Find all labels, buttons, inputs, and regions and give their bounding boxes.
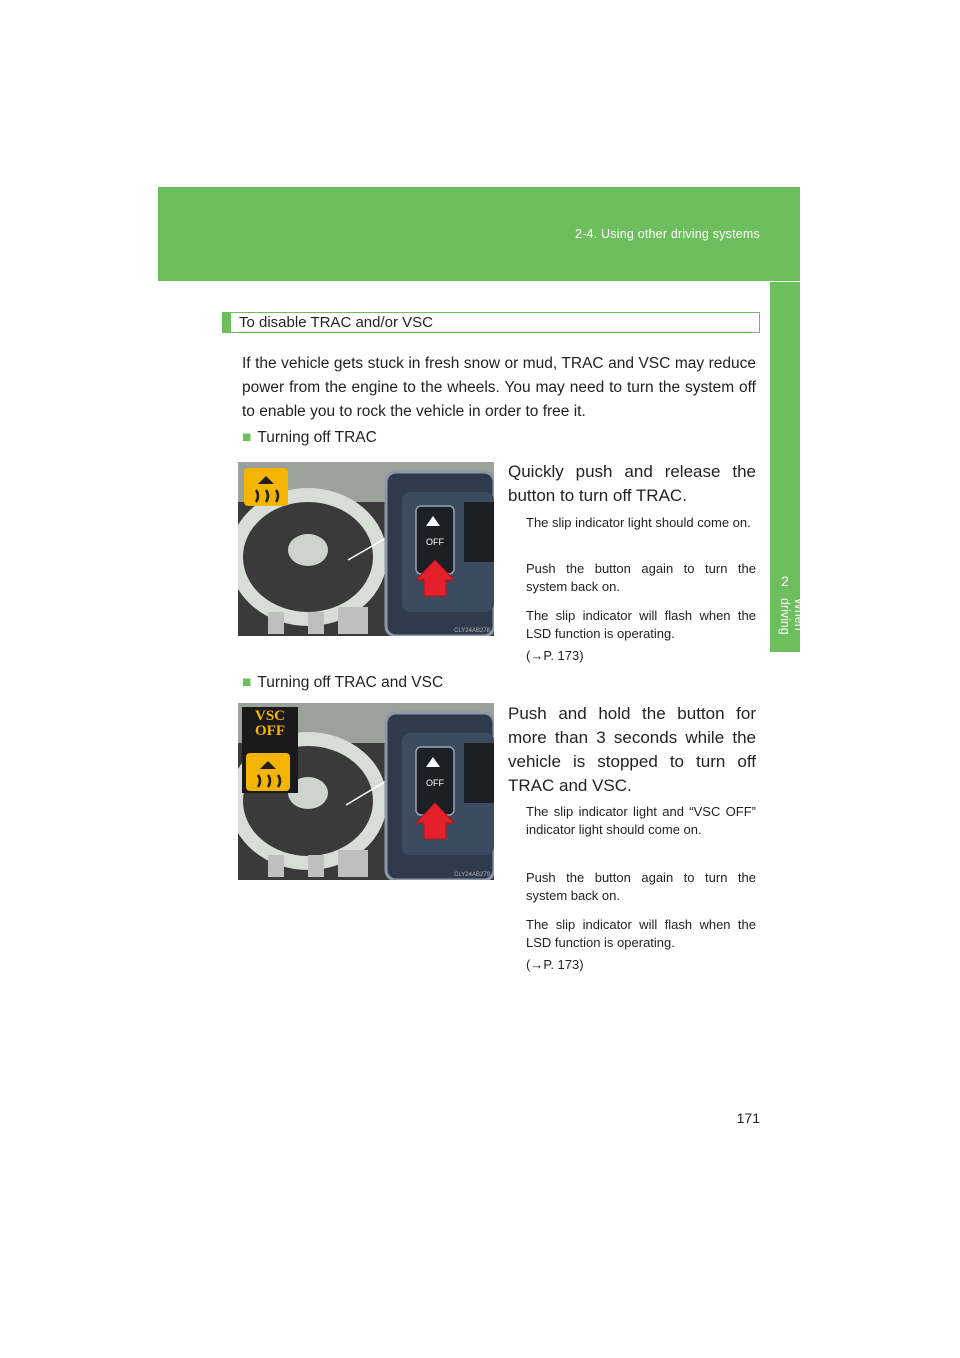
off-text: OFF [255, 723, 285, 739]
off-button-label: OFF [426, 778, 444, 788]
image-code: CLY24AB278 [454, 628, 490, 634]
off-button-label: OFF [426, 537, 444, 547]
instruction-trac: Quickly push and release the button to turn off TRAC. [508, 462, 756, 505]
chapter-label: When driving [778, 598, 806, 635]
note-trac-1: The slip indicator light should come on. [526, 515, 751, 530]
note-vsc-3: The slip indicator will flash when the LSD function is operating. [526, 917, 756, 950]
illustration-trac-vsc [238, 703, 494, 880]
vsc-text: VSC [254, 708, 285, 724]
square-bullet-icon: ■ [242, 674, 252, 691]
subheading-trac-vsc-text: Turning off TRAC and VSC [257, 674, 444, 691]
note-vsc-2: Push the button again to turn the system back on. [526, 870, 756, 903]
indicator-panel [242, 707, 298, 793]
section-heading: To disable TRAC and/or VSC [222, 312, 760, 333]
note-vsc-1: The slip indicator light and “VSC OFF” indicator light should come on. [526, 804, 756, 837]
page-number: 171 [736, 1110, 760, 1126]
chapter-number: 2 [781, 573, 789, 589]
header-band [158, 187, 800, 281]
chapter-tab [770, 282, 806, 652]
slip-indicator-icon [244, 468, 288, 506]
instruction-trac-vsc: Push and hold the button for more than 3 seconds while the vehicle is stopped to turn off TRAC and VSC. [508, 704, 756, 795]
illustration-trac [238, 462, 494, 636]
square-bullet-icon: ■ [242, 429, 252, 446]
subheading-trac-vsc [242, 673, 443, 693]
section-title: 2-4. Using other driving systems [575, 227, 760, 241]
note-trac-3: The slip indicator will flash when the LSD function is operating. [526, 608, 756, 641]
note-trac-2: Push the button again to turn the system back on. [526, 561, 756, 594]
note-trac-4: (→P. 173) [526, 648, 584, 663]
vsc-off-indicator [242, 709, 298, 739]
note-vsc-4: (→P. 173) [526, 957, 584, 972]
subheading-trac-text: Turning off TRAC [257, 429, 377, 446]
subheading-trac [242, 428, 377, 448]
slip-indicator-icon [246, 753, 290, 791]
intro-paragraph: If the vehicle gets stuck in fresh snow or mud, TRAC and VSC may reduce power from the engine to the wheels. You may need to turn the system off to enable you to rock the vehicle in order to free it. [242, 355, 756, 420]
image-code: CLY24AB279 [454, 872, 490, 878]
